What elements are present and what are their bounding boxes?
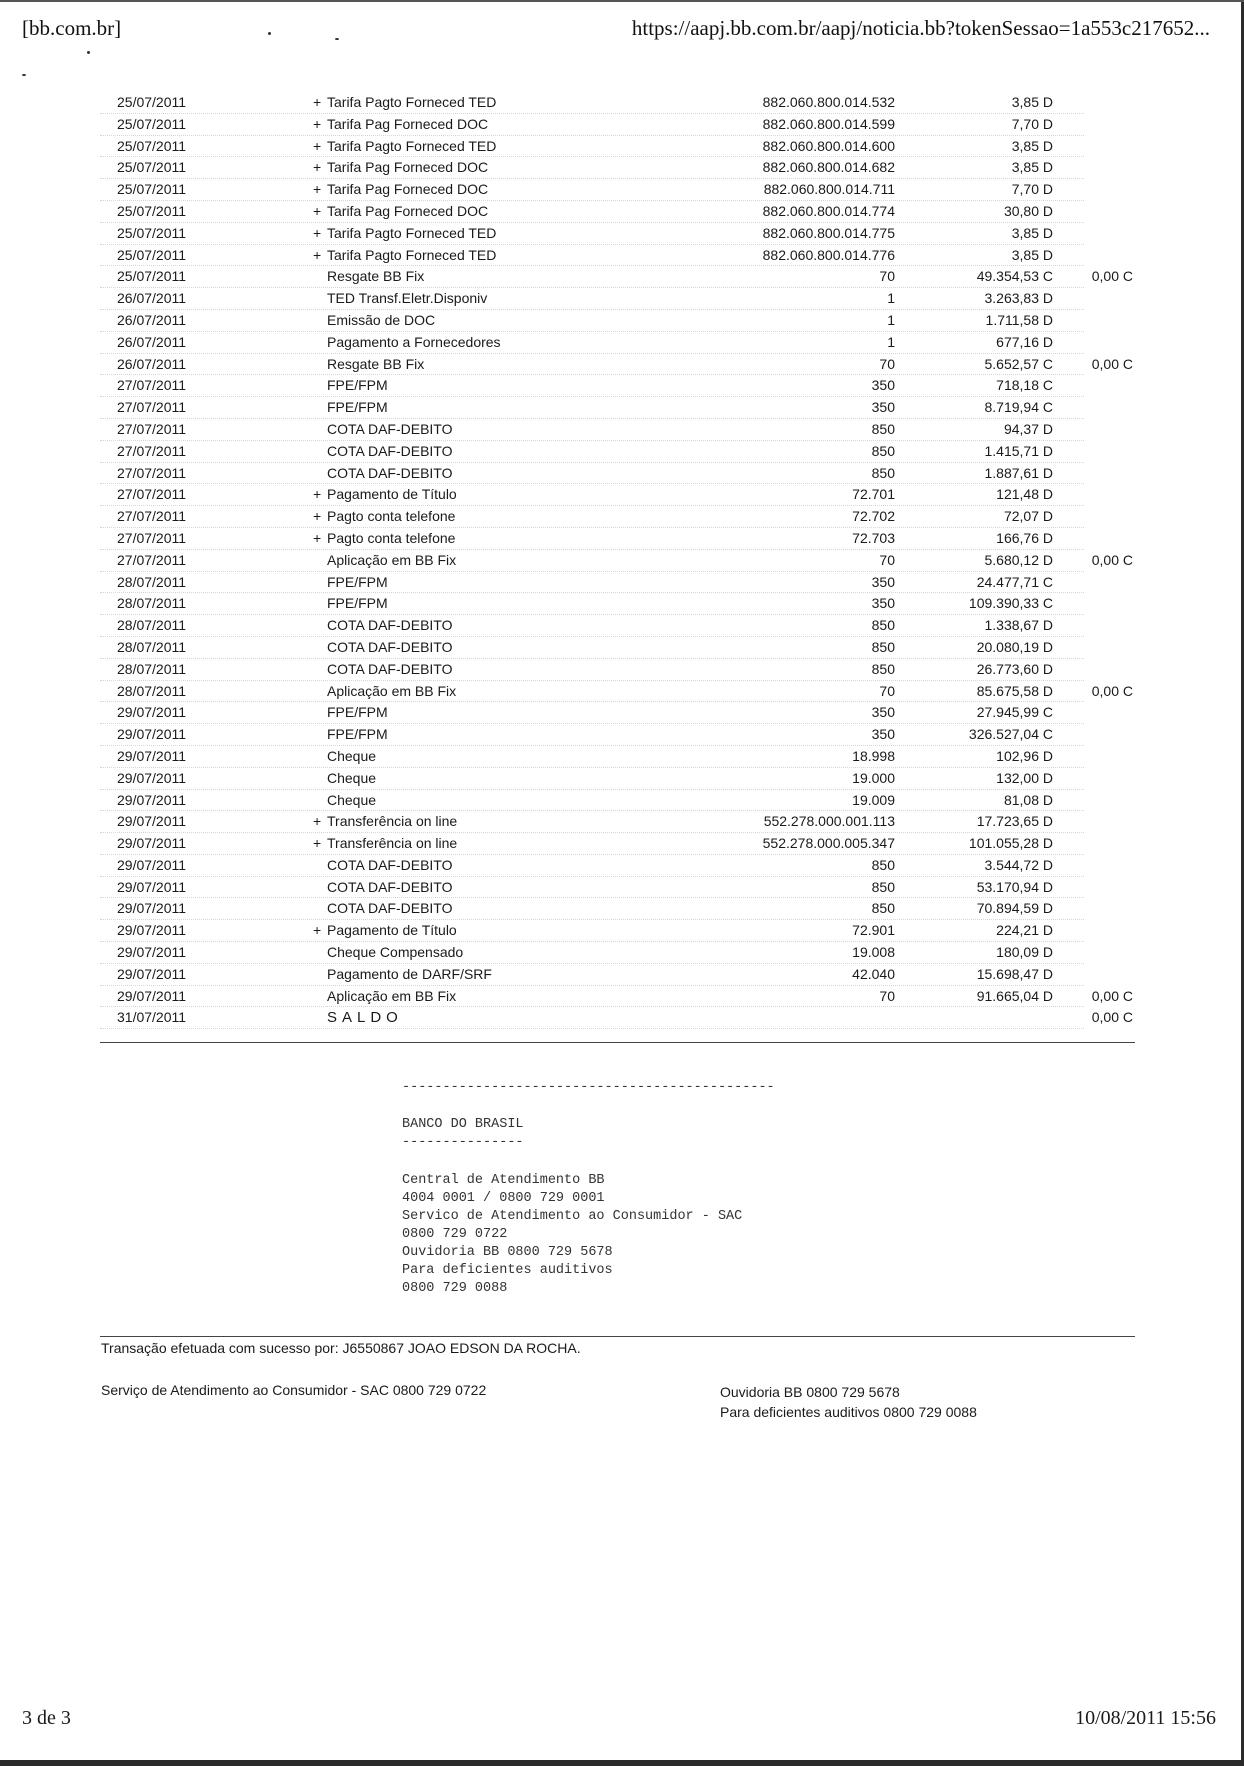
table-row xyxy=(0,92,1244,114)
row-document: 882.060.800.014.532 xyxy=(762,94,895,110)
page-url[interactable]: https://aapj.bb.com.br/aapj/noticia.bb?tokenSessao=1a553c217652... xyxy=(631,16,1210,40)
table-row xyxy=(0,746,1244,768)
row-date: 25/07/2011 xyxy=(117,159,187,176)
row-document: 350 xyxy=(871,704,895,721)
table-row xyxy=(0,310,1244,332)
scan-speck xyxy=(268,32,271,35)
row-description: Tarifa Pagto Forneced TED xyxy=(327,224,497,241)
row-document: 850 xyxy=(871,464,895,481)
row-value: 3.544,72 D xyxy=(984,856,1053,873)
row-plus-marker: + xyxy=(313,813,322,830)
row-document: 850 xyxy=(871,856,895,873)
row-description: FPE/FPM xyxy=(327,573,388,590)
table-row xyxy=(0,419,1244,441)
row-description: Tarifa Pagto Forneced TED xyxy=(327,246,497,263)
row-description: Pagamento de DARF/SRF xyxy=(327,965,492,982)
row-description: COTA DAF-DEBITO xyxy=(327,660,453,677)
table-row xyxy=(0,506,1244,528)
row-plus-marker: + xyxy=(313,508,322,525)
table-row xyxy=(0,266,1244,288)
row-value: 53.170,94 D xyxy=(976,878,1053,895)
table-row xyxy=(0,1007,1244,1029)
row-plus-marker: + xyxy=(313,94,322,110)
row-description: COTA DAF-DEBITO xyxy=(327,878,453,895)
row-description: Emissão de DOC xyxy=(327,311,436,328)
row-description: FPE/FPM xyxy=(327,726,388,743)
row-document: 882.060.800.014.682 xyxy=(762,159,895,176)
table-row xyxy=(0,136,1244,158)
row-document: 850 xyxy=(871,660,895,677)
table-row xyxy=(0,332,1244,354)
row-date: 29/07/2011 xyxy=(117,747,187,764)
row-date: 27/07/2011 xyxy=(117,529,187,546)
row-date: 26/07/2011 xyxy=(117,333,187,350)
contact-line: 0800 729 0722 xyxy=(402,1227,508,1242)
contact-line: Central de Atendimento BB xyxy=(402,1173,605,1188)
row-plus-marker: + xyxy=(313,835,322,852)
row-date: 28/07/2011 xyxy=(117,573,187,590)
row-date: 25/07/2011 xyxy=(117,94,187,110)
bank-title: BANCO DO BRASIL xyxy=(402,1117,524,1132)
table-row xyxy=(0,484,1244,506)
row-document: 882.060.800.014.600 xyxy=(762,137,895,154)
row-description: Tarifa Pag Forneced DOC xyxy=(327,159,489,176)
row-document: 70 xyxy=(879,682,895,699)
row-document: 350 xyxy=(871,573,895,590)
row-date: 29/07/2011 xyxy=(117,726,187,743)
row-date: 26/07/2011 xyxy=(117,355,187,372)
row-value: 3,85 D xyxy=(1011,224,1053,241)
table-row xyxy=(0,528,1244,550)
row-description: Cheque xyxy=(327,769,377,786)
row-date: 26/07/2011 xyxy=(117,290,187,307)
row-value: 109.390,33 C xyxy=(968,595,1053,612)
table-row xyxy=(0,441,1244,463)
row-description: Pagto conta telefone xyxy=(327,508,456,525)
row-date: 29/07/2011 xyxy=(117,965,187,982)
row-description: Cheque Compensado xyxy=(327,944,464,961)
row-date: 29/07/2011 xyxy=(117,791,187,808)
contact-line: 4004 0001 / 0800 729 0001 xyxy=(402,1191,605,1206)
row-date: 28/07/2011 xyxy=(117,617,187,634)
row-document: 72.702 xyxy=(852,508,895,525)
row-value: 17.723,65 D xyxy=(976,813,1053,830)
row-description: Resgate BB Fix xyxy=(327,268,425,285)
row-document: 42.040 xyxy=(852,965,895,982)
dashed-separator: ---------------------------------------------- xyxy=(402,1080,775,1095)
row-date: 29/07/2011 xyxy=(117,944,187,961)
row-document: 350 xyxy=(871,595,895,612)
row-description: Aplicação em BB Fix xyxy=(327,987,457,1004)
row-plus-marker: + xyxy=(313,137,322,154)
row-balance: 0,00 C xyxy=(1091,268,1133,285)
row-description: Tarifa Pag Forneced DOC xyxy=(327,115,489,132)
row-description: FPE/FPM xyxy=(327,595,388,612)
row-date: 29/07/2011 xyxy=(117,704,187,721)
ouvidoria-line: Ouvidoria BB 0800 729 5678 xyxy=(720,1384,900,1400)
table-row xyxy=(0,572,1244,594)
row-document: 850 xyxy=(871,442,895,459)
row-document: 350 xyxy=(871,726,895,743)
row-document: 350 xyxy=(871,377,895,394)
row-document: 70 xyxy=(879,987,895,1004)
row-value: 8.719,94 C xyxy=(984,399,1053,416)
row-document: 19.008 xyxy=(852,944,895,961)
row-value: 3,85 D xyxy=(1011,159,1053,176)
row-date: 29/07/2011 xyxy=(117,922,187,939)
contact-line: 0800 729 0088 xyxy=(402,1281,508,1296)
row-document: 882.060.800.014.775 xyxy=(762,224,895,241)
row-date: 27/07/2011 xyxy=(117,508,187,525)
row-value: 5.680,12 D xyxy=(984,551,1053,568)
row-value: 180,09 D xyxy=(996,944,1053,961)
table-row xyxy=(0,354,1244,376)
top-border xyxy=(0,0,1244,2)
print-datetime: 10/08/2011 15:56 xyxy=(1075,1707,1216,1729)
row-value: 224,21 D xyxy=(996,922,1053,939)
row-value: 72,07 D xyxy=(1003,508,1053,525)
row-value: 85.675,58 D xyxy=(976,682,1053,699)
row-document: 552.278.000.005.347 xyxy=(762,835,895,852)
table-row xyxy=(0,114,1244,136)
row-date: 27/07/2011 xyxy=(117,551,187,568)
row-date: 29/07/2011 xyxy=(117,900,187,917)
row-value: 3,85 D xyxy=(1011,246,1053,263)
row-value: 326.527,04 C xyxy=(968,726,1053,743)
contact-line: Ouvidoria BB 0800 729 5678 xyxy=(402,1245,613,1260)
contact-block xyxy=(402,1172,742,1298)
row-value: 5.652,57 C xyxy=(984,355,1053,372)
row-description: COTA DAF-DEBITO xyxy=(327,617,453,634)
row-description: COTA DAF-DEBITO xyxy=(327,856,453,873)
row-description: Cheque xyxy=(327,791,377,808)
row-balance: 0,00 C xyxy=(1091,682,1133,699)
row-document: 882.060.800.014.711 xyxy=(763,181,895,198)
row-date: 27/07/2011 xyxy=(117,399,187,416)
row-value: 30,80 D xyxy=(1003,202,1053,219)
row-date: 28/07/2011 xyxy=(117,660,187,677)
scan-speck xyxy=(335,38,339,40)
row-document: 19.009 xyxy=(852,791,895,808)
row-value: 1.338,67 D xyxy=(984,617,1053,634)
table-row xyxy=(0,397,1244,419)
row-description: FPE/FPM xyxy=(327,704,388,721)
row-value: 70.894,59 D xyxy=(976,900,1053,917)
row-balance: 0,00 C xyxy=(1091,987,1133,1004)
row-document: 72.901 xyxy=(852,922,895,939)
row-description: Transferência on line xyxy=(327,835,458,852)
row-plus-marker: + xyxy=(313,115,322,132)
row-date: 29/07/2011 xyxy=(117,878,187,895)
row-date: 29/07/2011 xyxy=(117,835,187,852)
sac-info: Serviço de Atendimento ao Consumidor - SAC 0800 729 0722 xyxy=(101,1382,487,1398)
row-value: 94,37 D xyxy=(1003,420,1053,437)
row-date: 28/07/2011 xyxy=(117,595,187,612)
table-row xyxy=(0,855,1244,877)
row-document: 70 xyxy=(879,268,895,285)
table-row xyxy=(0,223,1244,245)
row-description: FPE/FPM xyxy=(327,399,388,416)
row-plus-marker: + xyxy=(313,159,322,176)
row-document: 882.060.800.014.776 xyxy=(762,246,895,263)
info-rule xyxy=(100,1336,1135,1337)
table-row xyxy=(0,877,1244,899)
site-label: [bb.com.br] xyxy=(22,16,122,40)
table-row xyxy=(0,593,1244,615)
row-description: Pagamento a Fornecedores xyxy=(327,333,501,350)
row-document: 1 xyxy=(887,290,895,307)
row-document: 882.060.800.014.774 xyxy=(762,202,895,219)
row-value: 1.711,58 D xyxy=(985,311,1053,328)
row-value: 1.887,61 D xyxy=(984,464,1053,481)
table-row xyxy=(0,942,1244,964)
row-description: Transferência on line xyxy=(327,813,458,830)
row-value: 7,70 D xyxy=(1011,181,1053,198)
row-document: 850 xyxy=(871,617,895,634)
row-date: 29/07/2011 xyxy=(117,987,187,1004)
row-document: 850 xyxy=(871,900,895,917)
row-description: Cheque xyxy=(327,747,377,764)
row-description: Tarifa Pagto Forneced TED xyxy=(327,137,497,154)
row-value: 27.945,99 C xyxy=(976,704,1053,721)
table-row xyxy=(0,288,1244,310)
row-document: 72.701 xyxy=(852,486,895,503)
table-row xyxy=(0,637,1244,659)
row-value: 121,48 D xyxy=(996,486,1053,503)
row-value: 3.263,83 D xyxy=(984,290,1053,307)
row-balance: 0,00 C xyxy=(1091,355,1133,372)
ouvidoria-info xyxy=(720,1382,977,1422)
row-plus-marker: + xyxy=(313,224,322,241)
table-row xyxy=(0,659,1244,681)
row-value: 3,85 D xyxy=(1011,94,1053,110)
row-value: 166,76 D xyxy=(996,529,1053,546)
table-bottom-rule xyxy=(100,1042,1135,1043)
row-document: 350 xyxy=(871,399,895,416)
statement-table xyxy=(0,92,1244,1029)
row-value: 26.773,60 D xyxy=(976,660,1053,677)
row-date: 27/07/2011 xyxy=(117,486,187,503)
row-document: 70 xyxy=(879,355,895,372)
table-row xyxy=(0,375,1244,397)
row-value: 7,70 D xyxy=(1011,115,1053,132)
table-row xyxy=(0,681,1244,703)
row-value: 49.354,53 C xyxy=(976,268,1053,285)
row-date: 25/07/2011 xyxy=(117,268,187,285)
row-description: Pagamento de Título xyxy=(327,486,457,503)
row-document: 552.278.000.001.113 xyxy=(763,813,895,830)
row-date: 25/07/2011 xyxy=(117,224,187,241)
table-row xyxy=(0,964,1244,986)
row-description: SALDO xyxy=(327,1009,403,1027)
row-date: 27/07/2011 xyxy=(117,464,187,481)
row-date: 25/07/2011 xyxy=(117,115,187,132)
contact-line: Servico de Atendimento ao Consumidor - SAC xyxy=(402,1209,743,1224)
row-value: 718,18 C xyxy=(996,377,1053,394)
row-plus-marker: + xyxy=(313,529,322,546)
row-value: 81,08 D xyxy=(1003,791,1053,808)
row-date: 27/07/2011 xyxy=(117,420,187,437)
row-balance: 0,00 C xyxy=(1091,1009,1133,1026)
row-document: 850 xyxy=(871,420,895,437)
table-row xyxy=(0,986,1244,1008)
row-description: COTA DAF-DEBITO xyxy=(327,638,453,655)
row-value: 15.698,47 D xyxy=(976,965,1053,982)
row-date: 28/07/2011 xyxy=(117,638,187,655)
table-row xyxy=(0,768,1244,790)
transaction-confirmation: Transação efetuada com sucesso por: J6550867 JOAO EDSON DA ROCHA. xyxy=(101,1340,581,1356)
row-plus-marker: + xyxy=(313,922,322,939)
row-value: 677,16 D xyxy=(996,333,1053,350)
row-value: 24.477,71 C xyxy=(976,573,1053,590)
row-date: 25/07/2011 xyxy=(117,181,187,198)
row-date: 25/07/2011 xyxy=(117,202,187,219)
contact-line: Para deficientes auditivos xyxy=(402,1263,613,1278)
table-row xyxy=(0,201,1244,223)
row-balance: 0,00 C xyxy=(1091,551,1133,568)
row-value: 20.080,19 D xyxy=(976,638,1053,655)
row-document: 18.998 xyxy=(852,747,895,764)
bank-title-underline: --------------- xyxy=(402,1135,524,1150)
row-description: Tarifa Pagto Forneced TED xyxy=(327,94,497,110)
row-date: 25/07/2011 xyxy=(117,246,187,263)
row-plus-marker: + xyxy=(313,181,322,198)
row-date: 26/07/2011 xyxy=(117,311,187,328)
row-document: 1 xyxy=(887,333,895,350)
row-description: Resgate BB Fix xyxy=(327,355,425,372)
row-description: Pagamento de Título xyxy=(327,922,457,939)
row-description: Aplicação em BB Fix xyxy=(327,551,457,568)
row-description: Tarifa Pag Forneced DOC xyxy=(327,181,489,198)
row-document: 850 xyxy=(871,638,895,655)
page-number: 3 de 3 xyxy=(22,1707,71,1729)
row-value: 3,85 D xyxy=(1011,137,1053,154)
table-row xyxy=(0,702,1244,724)
row-date: 28/07/2011 xyxy=(117,682,187,699)
row-document: 1 xyxy=(887,311,895,328)
row-description: FPE/FPM xyxy=(327,377,388,394)
row-date: 29/07/2011 xyxy=(117,769,187,786)
row-value: 102,96 D xyxy=(996,747,1053,764)
row-description: Pagto conta telefone xyxy=(327,529,456,546)
table-row xyxy=(0,615,1244,637)
row-plus-marker: + xyxy=(313,202,322,219)
row-description: COTA DAF-DEBITO xyxy=(327,420,453,437)
table-row xyxy=(0,179,1244,201)
row-description: Aplicação em BB Fix xyxy=(327,682,457,699)
table-row xyxy=(0,833,1244,855)
table-row xyxy=(0,920,1244,942)
row-document: 72.703 xyxy=(852,529,895,546)
row-plus-marker: + xyxy=(313,246,322,263)
row-date: 27/07/2011 xyxy=(117,442,187,459)
row-value: 1.415,71 D xyxy=(984,442,1053,459)
table-row xyxy=(0,463,1244,485)
row-date: 27/07/2011 xyxy=(117,377,187,394)
row-date: 29/07/2011 xyxy=(117,856,187,873)
scan-speck xyxy=(87,51,90,54)
table-row xyxy=(0,811,1244,833)
table-row xyxy=(0,550,1244,572)
row-value: 91.665,04 D xyxy=(976,987,1053,1004)
row-description: Tarifa Pag Forneced DOC xyxy=(327,202,489,219)
row-value: 101.055,28 D xyxy=(968,835,1053,852)
row-plus-marker: + xyxy=(313,486,322,503)
row-description: COTA DAF-DEBITO xyxy=(327,464,453,481)
row-document: 850 xyxy=(871,878,895,895)
table-row xyxy=(0,724,1244,746)
row-document: 19.000 xyxy=(852,769,895,786)
row-date: 29/07/2011 xyxy=(117,813,187,830)
row-description: COTA DAF-DEBITO xyxy=(327,442,453,459)
deficientes-line: Para deficientes auditivos 0800 729 0088 xyxy=(720,1404,977,1420)
row-value: 132,00 D xyxy=(996,769,1053,786)
row-description: TED Transf.Eletr.Disponiv xyxy=(327,290,488,307)
row-description: COTA DAF-DEBITO xyxy=(327,900,453,917)
scan-speck xyxy=(22,74,26,76)
row-date: 31/07/2011 xyxy=(117,1009,187,1026)
table-row xyxy=(0,898,1244,920)
row-date: 25/07/2011 xyxy=(117,137,187,154)
table-row xyxy=(0,245,1244,267)
table-row xyxy=(0,790,1244,812)
row-document: 70 xyxy=(879,551,895,568)
table-row xyxy=(0,157,1244,179)
row-document: 882.060.800.014.599 xyxy=(762,115,895,132)
